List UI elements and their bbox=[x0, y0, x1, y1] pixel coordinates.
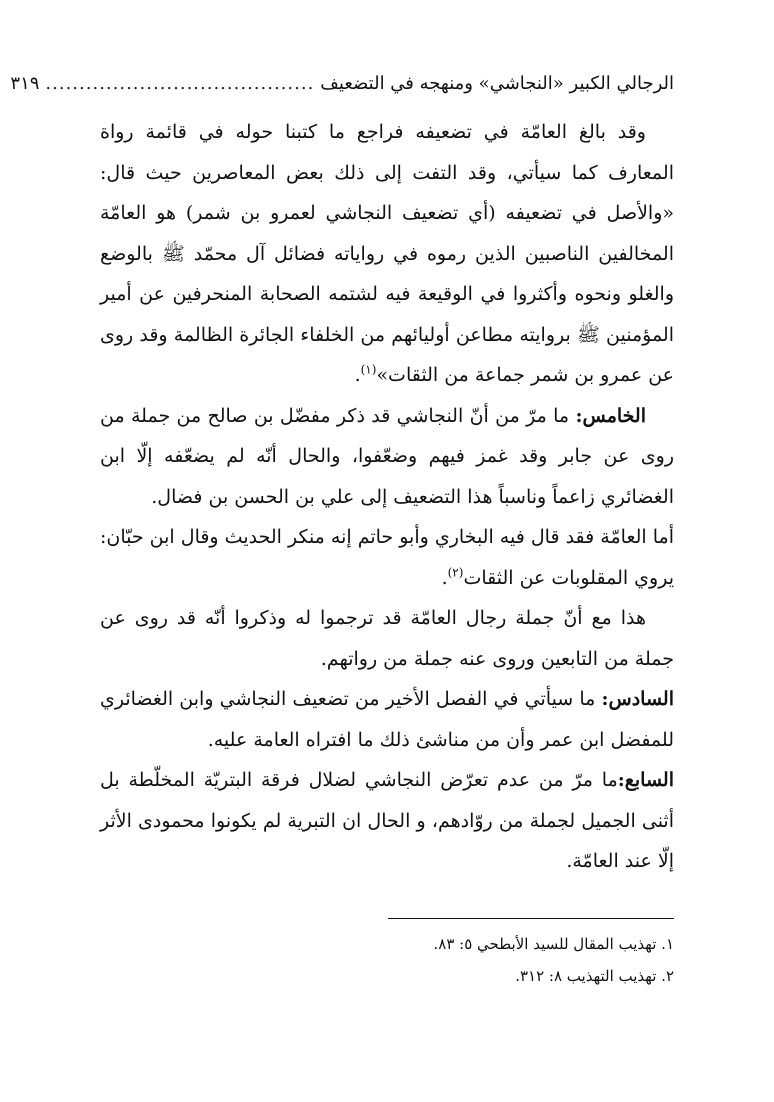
paragraph-4 bbox=[100, 598, 674, 679]
paragraph-text: ما سيأتي في الفصل الأخير من تضعيف النجاشي وابن الغضائري للمفضل ابن عمر وأن من مناشئ ذلك ما افتراه العامة عليه. bbox=[100, 688, 674, 751]
header-leader-dots: ........................................ bbox=[45, 72, 315, 94]
paragraph-text: ما مرّ من عدم تعرّض النجاشي لضلال فرقة البتريّة المخلّطة بل أثنى الجميل لجملة من روّادهم، و الحال ان التبرية لم يكونوا محمودى الأثر إلّا عند العامّة. bbox=[100, 769, 674, 872]
paragraph-text: هذا مع أنّ جملة رجال العامّة قد ترجموا له وذكروا أنّه قد روى عن جملة من التابعين وروى عنه جملة من رواتهم. bbox=[100, 607, 674, 670]
section-label-sixth: السادس: bbox=[601, 688, 674, 710]
section-label-fifth: الخامس: bbox=[575, 404, 646, 427]
footnotes bbox=[388, 928, 674, 992]
header-title: الرجالي الكبير «النجاشي» ومنهجه في التضعيف bbox=[320, 72, 674, 94]
footnote-1: ١. تهذيب المقال للسيد الأبطحي ٥: ٨٣. bbox=[433, 935, 674, 953]
paragraph-1 bbox=[100, 112, 674, 396]
paragraph-seventh bbox=[100, 760, 674, 882]
footnote-separator bbox=[388, 918, 674, 919]
paragraph-3 bbox=[100, 517, 674, 598]
page-number: ٣١٩ bbox=[10, 72, 40, 94]
footnote-ref-1: (١) bbox=[360, 362, 377, 377]
running-header bbox=[10, 66, 674, 100]
paragraph-end: . bbox=[354, 364, 361, 386]
body-text bbox=[100, 112, 674, 882]
footnote-2: ٢. تهذيب التهذيب ٨: ٣١٢. bbox=[515, 967, 674, 985]
paragraph-sixth bbox=[100, 679, 674, 760]
section-label-seventh: السابع: bbox=[617, 769, 674, 791]
paragraph-end: . bbox=[441, 566, 448, 589]
paragraph-text: ما مرّ من أنّ النجاشي قد ذكر مفضّل بن صالح من جملة من روى عن جابر وقد غمز فيهم وضعّفوا، والحال أنّه لم يضعّفه إلّا ابن الغضائري زاعماً وناسباً هذا التضعيف إلى علي بن الحسن بن فضال. bbox=[100, 404, 674, 508]
paragraph-text: وقد بالغ العامّة في تضعيفه فراجع ما كتبنا حوله في قائمة رواة المعارف كما سيأتي، وقد التفت إلى ذلك بعض المعاصرين حيث قال: «والأصل في تضعيفه (أي تضعيف النجاشي لعمرو بن شمر) هو العامّة المخالفين الناصبين الذين رموه في رواياته فضائل آل محمّد ﷺ بالوضع والغلو ونحوه وأكثروا في الوقيعة فيه لشتمه الصحابة المنحرفين عن أمير المؤمنين ﷺ بروايته مطاعن أوليائهم من الخلفاء الجائرة الظالمة وقد روى عن عمرو بن شمر جماعة من الثقات» bbox=[100, 121, 674, 386]
paragraph-fifth bbox=[100, 396, 674, 518]
footnote-ref-2: (٢) bbox=[447, 565, 464, 580]
paragraph-text: أما العامّة فقد قال فيه البخاري وأبو حاتم إنه منكر الحديث وقال ابن حبّان: يروي المقلوبات عن الثقات bbox=[100, 526, 674, 589]
